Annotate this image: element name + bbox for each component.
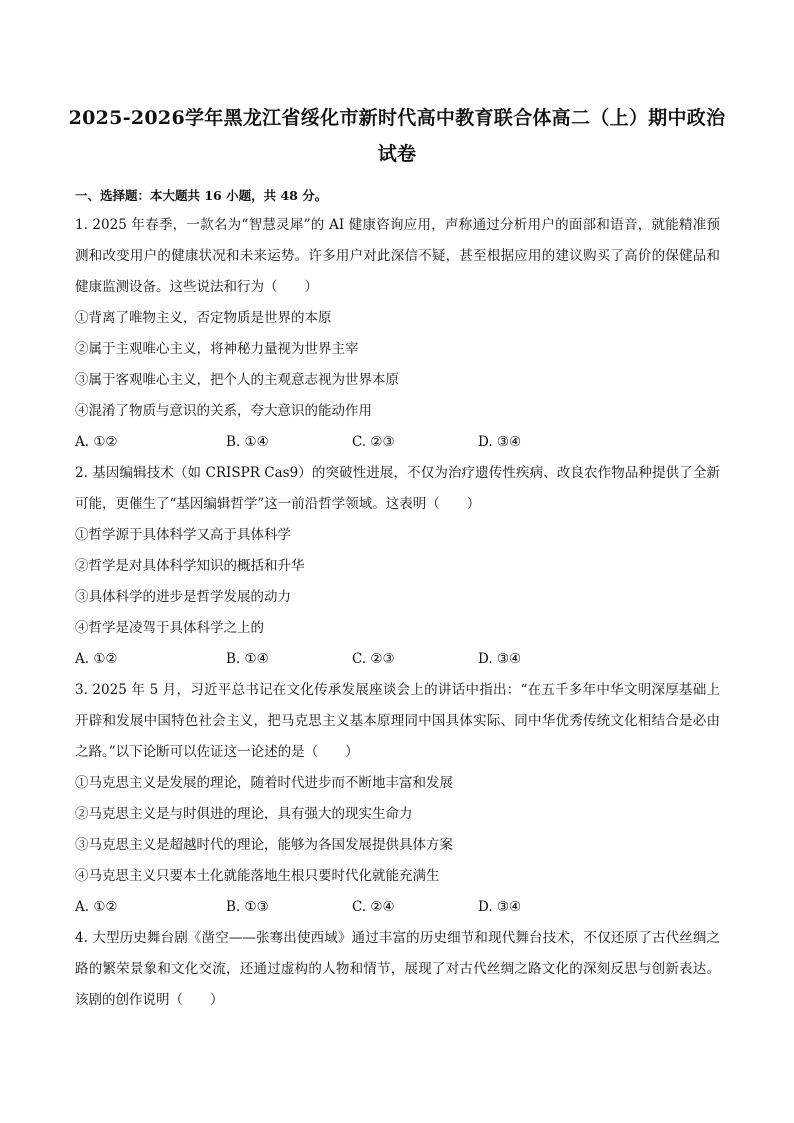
statement: ③具体科学的进步是哲学发展的动力 (75, 589, 291, 605)
statement: ②哲学是对具体科学知识的概括和升华 (75, 558, 305, 574)
question-stem: 1. 2025 年春季，一款名为“智慧灵犀”的 AI 健康咨询应用，声称通过分析用户的面部和语音，就能精准预测和改变用户的健康状况和未来运势。许多用户对此深信不疑，甚至根据应用的建议购买了高价的保健品和健康监测设备。这些说法和行为（ ） (75, 217, 720, 295)
statement: ④马克思主义只要本土化就能落地生根只要时代化就能充满生 (75, 868, 440, 884)
question-4 (75, 923, 720, 1016)
option-b: B. ①④ (226, 651, 269, 667)
question-stem: 3. 2025 年 5 月，习近平总书记在文化传承发展座谈会上的讲话中指出：“在五千多年中华文明深厚基础上开辟和发展中国特色社会主义，把马克思主义基本原理同中国具体实际、同中华优秀传统文化相结合是必由之路。”以下论断可以佐证这一论述的是（ ） (75, 682, 720, 760)
statement: ②马克思主义是与时俱进的理论，具有强大的现实生命力 (75, 806, 413, 822)
question-stem: 4. 大型历史舞台剧《凿空——张骞出使西域》通过丰富的历史细节和现代舞台技术，不仅还原了古代丝绸之路的繁荣景象和文化交流，还通过虚构的人物和情节，展现了对古代丝绸之路文化的深刻反思与创新表达。该剧的创作说明（ ） (75, 930, 720, 1008)
question-list (75, 210, 720, 1016)
option-d: D. ③④ (478, 434, 522, 450)
question-2 (75, 458, 720, 675)
question-1 (75, 210, 720, 458)
option-c: C. ②③ (352, 434, 395, 450)
answer-options (75, 892, 720, 923)
option-b: B. ①③ (226, 899, 269, 915)
statement: ④混淆了物质与意识的关系，夸大意识的能动作用 (75, 403, 372, 419)
option-c: C. ②③ (352, 651, 395, 667)
statement: ②属于主观唯心主义，将神秘力量视为世界主宰 (75, 341, 359, 357)
option-a: A. ①② (75, 651, 118, 667)
option-b: B. ①④ (226, 434, 269, 450)
answer-options (75, 644, 720, 675)
statement: ①哲学源于具体科学又高于具体科学 (75, 527, 291, 543)
option-a: A. ①② (75, 899, 118, 915)
option-a: A. ①② (75, 434, 118, 450)
question-3 (75, 675, 720, 923)
option-d: D. ③④ (478, 651, 522, 667)
option-c: C. ②④ (352, 899, 395, 915)
page-title: 2025-2026学年黑龙江省绥化市新时代高中教育联合体高二（上）期中政治试卷 (68, 107, 726, 165)
option-d: D. ③④ (478, 899, 522, 915)
statement: ①马克思主义是发展的理论，随着时代进步而不断地丰富和发展 (75, 775, 453, 791)
statement: ①背离了唯物主义，否定物质是世界的本原 (75, 310, 332, 326)
statement: ③属于客观唯心主义，把个人的主观意志视为世界本原 (75, 372, 399, 388)
answer-options (75, 427, 720, 458)
question-stem: 2. 基因编辑技术（如 CRISPR Cas9）的突破性进展，不仅为治疗遗传性疾病、改良农作物品种提供了全新可能，更催生了“基因编辑哲学”这一前沿哲学领域。这表明（ ） (75, 465, 720, 512)
statement: ③马克思主义是超越时代的理论，能够为各国发展提供具体方案 (75, 837, 453, 853)
statement: ④哲学是凌驾于具体科学之上的 (75, 620, 264, 636)
section-heading: 一、选择题：本大题共 16 小题，共 48 分。 (75, 188, 328, 203)
